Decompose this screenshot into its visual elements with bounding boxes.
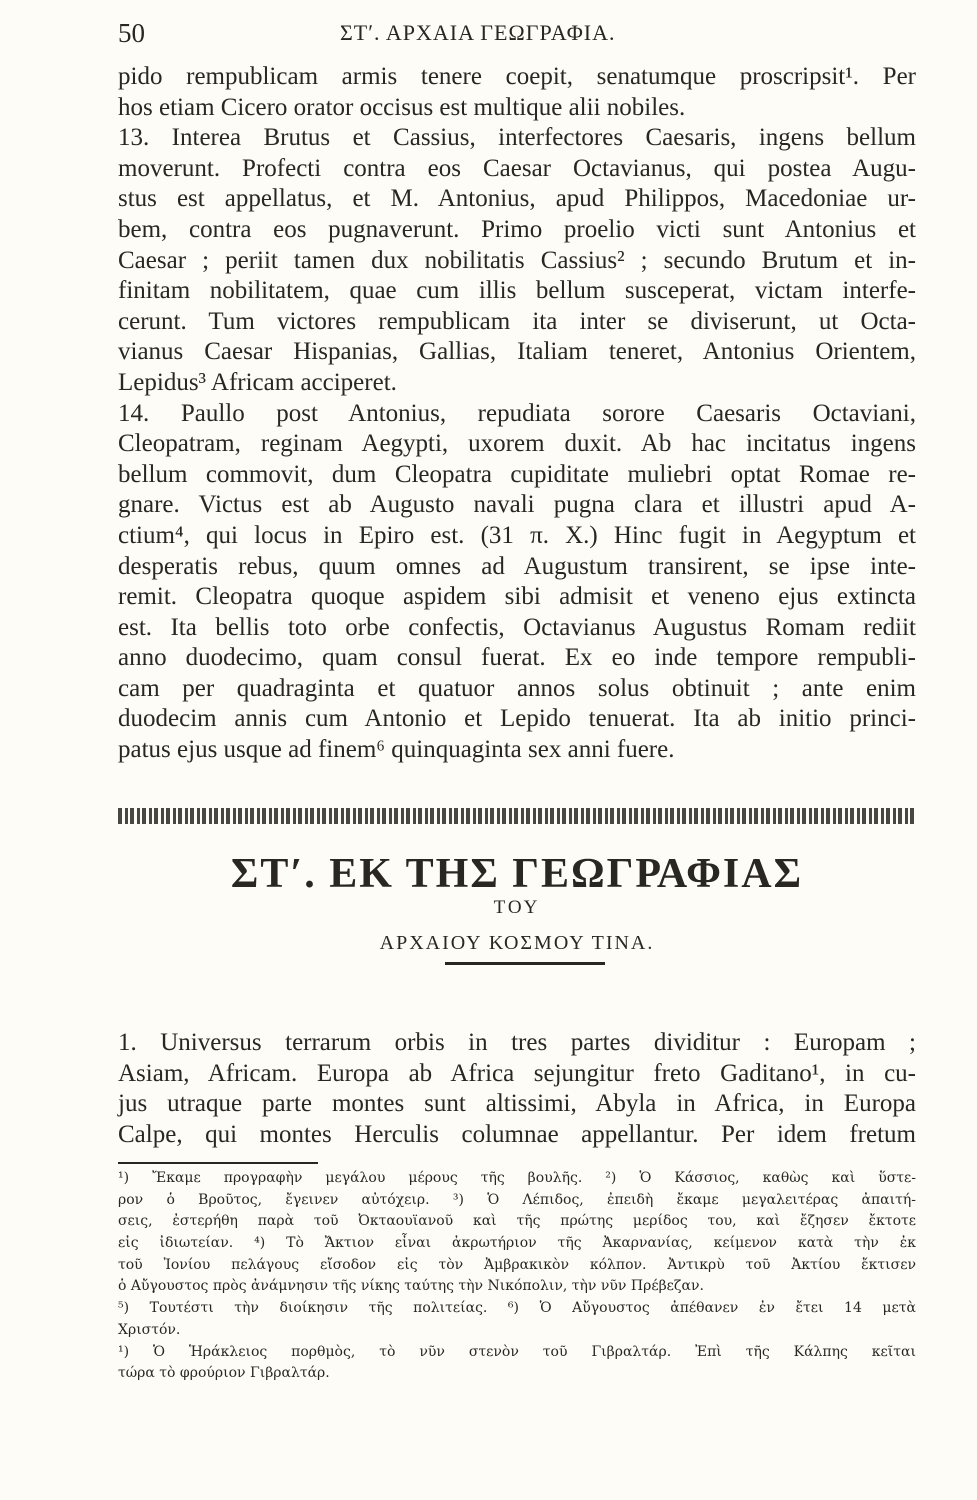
text-line: finitam nobilitatem, quae cum illis bellum susceperat, victam interfe- [118,277,916,305]
footnote-line: τοῦ Ἰονίου πελάγους εἴσοδον εἰς τὸν Ἀμβρακικὸν κόλπον. Ἀντικρὺ τοῦ Ἀκτίου ἔκτισεν [118,1256,916,1273]
section-title: ΣΤʹ. ΕΚ ΤΗΣ ΓΕΩΓΡΑΦΙΑΣ [230,851,804,897]
footnote-line: ¹) Ὁ Ἡράκλειος πορθμὸς, τὸ νῦν στενὸν τοῦ Γιβραλτάρ. Ἐπὶ τῆς Κάλπης κεῖται [118,1343,916,1360]
text-line: duodecim annis cum Antonio et Lepido tenuerat. Ita ab initio princi- [118,705,916,733]
text-line: moverunt. Profecti contra eos Caesar Octavianus, qui postea Augu- [118,154,916,182]
text-line: anno duodecimo, quam consul fuerat. Ex eo inde tempore rempubli- [118,644,916,672]
text-line: cerunt. Tum victores rempublicam ita inter se diviserunt, ut Octa- [118,307,916,335]
text-line: stus est appellatus, et M. Antonius, apud Philippos, Macedoniae ur- [118,185,916,213]
footnote-line: εἰς ἰδιωτείαν. ⁴) Τὸ Ἄκτιον εἶναι ἀκρωτήριον τῆς Ἀκαρνανίας, κείμενον κατὰ τὴν ἐκ [118,1235,916,1252]
footnote-line: σεις, ἐστερήθη παρὰ τοῦ Ὀκταουϊανοῦ καὶ τῆς πρώτης μερίδος του, καὶ ἔζησεν ἔκτοτε [118,1213,916,1230]
text-line: jus utraque parte montes sunt altissimi, Abyla in Africa, in Europa [118,1090,916,1118]
section-text [118,1028,916,1150]
footnotes [118,1168,916,1385]
text-line: 13. Interea Brutus et Cassius, interfectores Caesaris, ingens bellum [118,124,916,152]
text-line: vianus Caesar Hispanias, Gallias, Italiam teneret, Antonius Orientem, [118,338,916,366]
text-line: est. Ita bellis toto orbe confectis, Octavianus Augustus Romam rediit [118,613,916,641]
page-number: 50 [118,18,145,48]
section-subtitle: ΑΡΧΑΙΟΥ ΚΟΣΜΟΥ ΤΙΝΑ. [379,932,655,954]
footnote-rule [118,1162,318,1164]
text-line: ctium⁴, qui locus in Epiro est. (31 π. X.) Hinc fugit in Aegyptum et [118,521,916,549]
text-line: bem, contra eos pugnaverunt. Primo proelio victi sunt Antonius et [118,215,916,243]
text-line: bellum commovit, dum Cleopatra cupiditate muliebri optat Romae re- [118,460,916,488]
footnote-line: τώρα τὸ φρούριον Γιβραλτάρ. [118,1365,330,1382]
text-line: 1. Universus terrarum orbis in tres partes dividitur : Europam ; [118,1029,916,1056]
text-line: pido rempublicam armis tenere coepit, senatumque proscripsit¹. Per [118,63,916,90]
text-line: Calpe, qui montes Herculis columnae appellantur. Per idem fretum [118,1120,916,1148]
footnote-line: ⁵) Τουτέστι τὴν διοίκησιν τῆς πολιτείας. ⁶) Ὁ Αὔγουστος ἀπέθανεν ἐν ἔτει 14 μετὰ [118,1300,916,1317]
text-line: Lepidus³ Africam acciperet. [118,368,397,396]
footnote-line: ρον ὁ Βροῦτος, ἔγεινεν αὐτόχειρ. ³) Ὁ Λέπιδος, ἐπειδὴ ἔκαμε μεγαλειτέρας ἀπαιτή- [118,1191,916,1208]
text-line: Caesar ; periit tamen dux nobilitatis Cassius² ; secundo Brutum et in- [118,246,916,274]
title-rule [445,962,605,965]
section-title-connector: ΤΟΥ [493,897,541,918]
text-line: Asiam, Africam. Europa ab Africa sejungitur freto Gaditano¹, in cu- [118,1059,916,1087]
footnote-line: ¹) Ἔκαμε προγραφὴν μεγάλου μέρους τῆς βουλῆς. ²) Ὁ Κάσσιος, καθὼς καὶ ὕστε- [118,1170,916,1186]
text-line: hos etiam Cicero orator occisus est multique alii nobiles. [118,93,686,121]
running-title: ΣΤʹ. ΑΡΧΑΙΑ ΓΕΩΓΡΑΦΙΑ. [340,20,616,45]
text-line: gnare. Victus est ab Augusto navali pugna clara et illustri apud A- [118,491,916,519]
text-line: patus ejus usque ad finem⁶ quinquaginta sex anni fuere. [118,736,675,764]
text-line: cam per quadraginta et quatuor annos solus obtinuit ; ante enim [118,674,916,702]
text-line: remit. Cleopatra quoque aspidem sibi admisit et veneno ejus extincta [118,583,916,611]
footnote-line: ὁ Αὔγουστος πρὸς ἀνάμνησιν τῆς νίκης ταύτης τὴν Νικόπολιν, τὴν νῦν Πρέβεζαν. [118,1278,704,1295]
footnote-line: Χριστόν. [118,1321,181,1338]
text-line: Cleopatram, reginam Aegypti, uxorem duxit. Ab hac incitatus ingens [118,430,916,458]
text-line: desperatis rebus, quum omnes ad Augustum transirent, se ipse inte- [118,552,916,580]
main-text [118,62,916,766]
text-line: 14. Paullo post Antonius, repudiata sorore Caesaris Octaviani, [118,399,916,427]
ornamental-divider [118,808,916,824]
page-header [118,18,915,58]
